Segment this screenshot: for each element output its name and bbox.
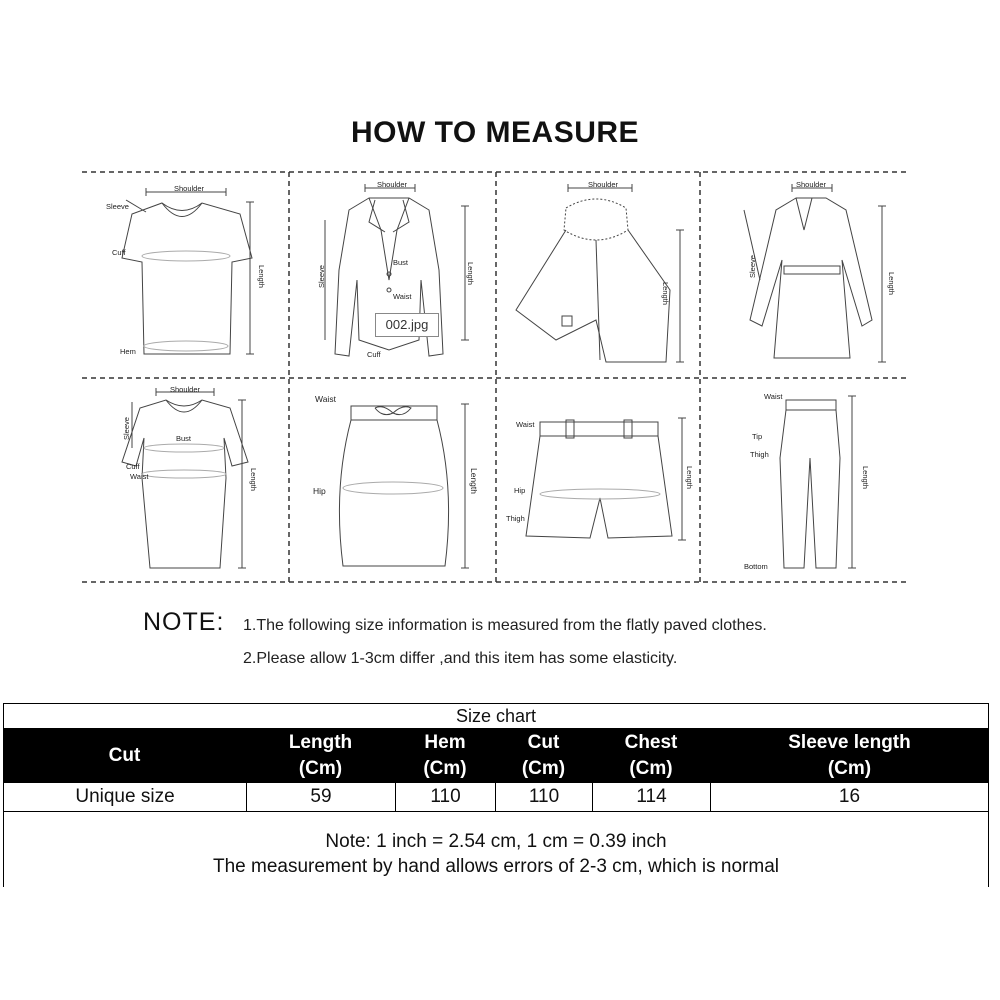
cell-length: 59 bbox=[247, 783, 396, 811]
measurement-error-note: The measurement by hand allows errors of 2-3 cm, which is normal bbox=[212, 856, 779, 877]
column-header-length: Length (Cm) bbox=[288, 731, 353, 779]
label-sleeve: Sleeve bbox=[106, 202, 129, 211]
dress-diagram bbox=[82, 378, 289, 584]
note-heading: NOTE: bbox=[143, 608, 225, 636]
label-sleeve: Sleeve bbox=[122, 417, 131, 440]
label-cuff: Cuff bbox=[367, 350, 381, 359]
filename-tooltip: 002.jpg bbox=[375, 313, 439, 337]
label-length: Length bbox=[661, 282, 670, 305]
shorts-icon bbox=[496, 378, 700, 584]
label-length: Length bbox=[887, 272, 896, 295]
page-title: HOW TO MEASURE bbox=[350, 116, 640, 149]
label-hip: Hip bbox=[313, 486, 326, 496]
label-length: Length bbox=[469, 468, 479, 494]
cell-cut-cm: 110 bbox=[496, 783, 593, 811]
cell-hem: 110 bbox=[396, 783, 496, 811]
label-waist: Waist bbox=[764, 392, 783, 401]
label-bust: Bust bbox=[393, 258, 409, 267]
note-line-1: 1.The following size information is measured from the flatly paved clothes. bbox=[243, 617, 767, 634]
label-waist: Waist bbox=[315, 394, 336, 404]
label-shoulder: Shoulder bbox=[377, 180, 408, 189]
label-shoulder: Shoulder bbox=[588, 180, 619, 189]
label-waist: Waist bbox=[393, 292, 412, 301]
size-chart-notes bbox=[3, 812, 989, 887]
label-hem: Hem bbox=[120, 347, 136, 356]
measure-diagram-grid bbox=[82, 170, 910, 584]
label-thigh: Thigh bbox=[750, 450, 769, 459]
label-shoulder: Shoulder bbox=[170, 385, 201, 394]
label-shoulder: Shoulder bbox=[796, 180, 827, 189]
label-hip: Hip bbox=[514, 486, 526, 495]
cape-diagram bbox=[496, 170, 700, 378]
shorts-diagram bbox=[496, 378, 700, 584]
skirt-icon bbox=[289, 378, 496, 584]
column-header-sleeve-length: Sleeve length (Cm) bbox=[788, 731, 911, 779]
label-waist: Waist bbox=[130, 472, 149, 481]
label-tip: Tip bbox=[752, 432, 763, 441]
cape-icon bbox=[496, 170, 700, 378]
label-length: Length bbox=[861, 466, 870, 489]
size-chart-header bbox=[3, 728, 989, 783]
blazer-diagram bbox=[289, 170, 496, 378]
label-length: Length bbox=[249, 468, 258, 491]
size-chart-title: Size chart bbox=[3, 703, 989, 728]
pants-diagram bbox=[700, 378, 910, 584]
conversion-note: Note: 1 inch = 2.54 cm, 1 cm = 0.39 inch bbox=[325, 831, 667, 852]
label-cuff: Cuff bbox=[126, 462, 140, 471]
cell-cut: Unique size bbox=[4, 783, 247, 811]
column-header-cut-cm: Cut (Cm) bbox=[521, 731, 566, 779]
label-bust: Bust bbox=[176, 434, 192, 443]
size-chart-table bbox=[3, 703, 989, 887]
tshirt-diagram bbox=[82, 170, 289, 378]
label-cuff: Cuff bbox=[112, 248, 126, 257]
label-sleeve: Sleeve bbox=[748, 255, 757, 278]
pants-icon bbox=[700, 378, 910, 584]
coat-icon bbox=[700, 170, 910, 378]
column-header-chest: Chest (Cm) bbox=[624, 731, 678, 779]
note-line-2: 2.Please allow 1-3cm differ ,and this item has some elasticity. bbox=[243, 650, 678, 667]
table-row bbox=[3, 783, 989, 812]
label-waist: Waist bbox=[516, 420, 535, 429]
coat-diagram bbox=[700, 170, 910, 378]
label-bottom: Bottom bbox=[744, 562, 768, 571]
skirt-diagram bbox=[289, 378, 496, 584]
cell-chest: 114 bbox=[593, 783, 711, 811]
label-shoulder: Shoulder bbox=[174, 184, 205, 193]
label-length: Length bbox=[466, 262, 475, 285]
column-header-cut: Cut bbox=[108, 744, 141, 766]
column-header-hem: Hem (Cm) bbox=[423, 731, 467, 779]
label-length: Length bbox=[257, 265, 266, 288]
cell-sleeve-length: 16 bbox=[838, 786, 861, 807]
label-thigh: Thigh bbox=[506, 514, 525, 523]
label-sleeve: Sleeve bbox=[317, 265, 326, 288]
label-length: Length bbox=[685, 466, 694, 489]
